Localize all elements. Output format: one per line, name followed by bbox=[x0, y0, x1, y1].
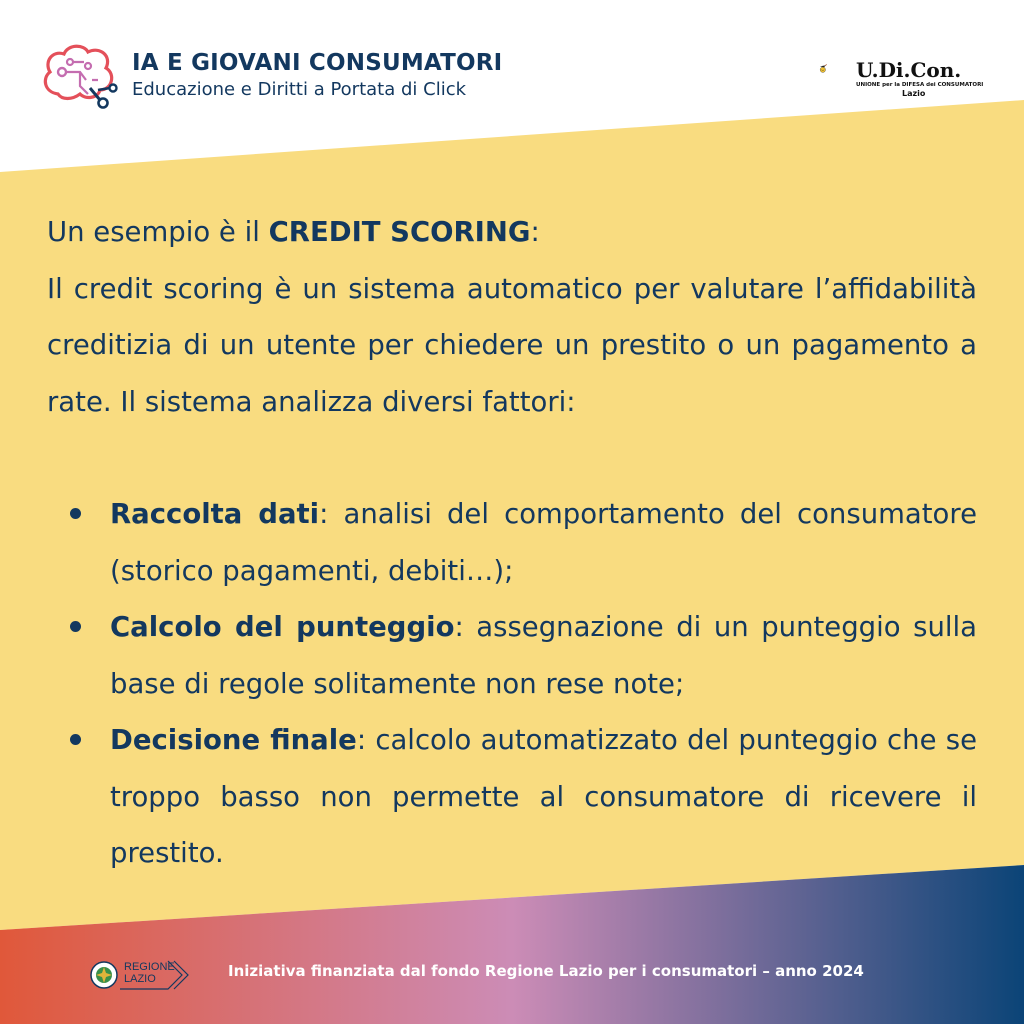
factor-list bbox=[47, 486, 977, 882]
udicon-mascot-icon bbox=[818, 50, 858, 90]
bullet-icon bbox=[70, 508, 81, 519]
bullet-icon bbox=[70, 734, 81, 745]
regione-lazio-logo-text bbox=[124, 961, 175, 985]
item-term: Calcolo del punteggio bbox=[110, 611, 455, 643]
brain-circuit-icon bbox=[40, 42, 122, 112]
regione-line: REGIONE bbox=[124, 961, 175, 973]
list-item bbox=[47, 712, 977, 882]
footer-funding-note: Iniziativa finanziata dal fondo Regione Lazio per i consumatori – anno 2024 bbox=[228, 962, 864, 980]
list-item bbox=[47, 486, 977, 599]
project-subtitle: Educazione e Diritti a Portata di Click bbox=[132, 79, 467, 100]
intro-colon: : bbox=[530, 216, 540, 248]
item-term: Decisione finale bbox=[110, 724, 357, 756]
udicon-logo-tagline: UNIONE per la DIFESA dei CONSUMATORI bbox=[856, 82, 984, 88]
udicon-logo-region: Lazio bbox=[902, 89, 926, 98]
item-text: : analisi del comportamento del consumatore (storico pagamenti, debiti…); bbox=[110, 498, 977, 587]
list-item bbox=[47, 599, 977, 712]
main-content bbox=[47, 204, 977, 882]
item-term: Raccolta dati bbox=[110, 498, 320, 530]
intro-line bbox=[47, 204, 977, 261]
intro-lead: Un esempio è il bbox=[47, 216, 269, 248]
item-text: : assegnazione di un punteggio sulla base di regole solitamente non rese note; bbox=[110, 611, 978, 700]
intro-paragraph: Il credit scoring è un sistema automatico per valutare l’affidabilità creditizia di un utente per chiedere un prestito o un pagamento a rate. Il sistema analizza diversi fattori: bbox=[47, 272, 977, 418]
project-title: IA E GIOVANI CONSUMATORI bbox=[132, 50, 503, 76]
udicon-logo-name: U.Di.Con. bbox=[856, 58, 962, 82]
intro-highlight: CREDIT SCORING bbox=[268, 216, 531, 248]
lazio-line: LAZIO bbox=[124, 973, 156, 985]
bullet-icon bbox=[70, 621, 81, 632]
item-text: : calcolo automatizzato del punteggio che se troppo basso non permette al consumatore di ricevere il prestito. bbox=[110, 724, 978, 869]
